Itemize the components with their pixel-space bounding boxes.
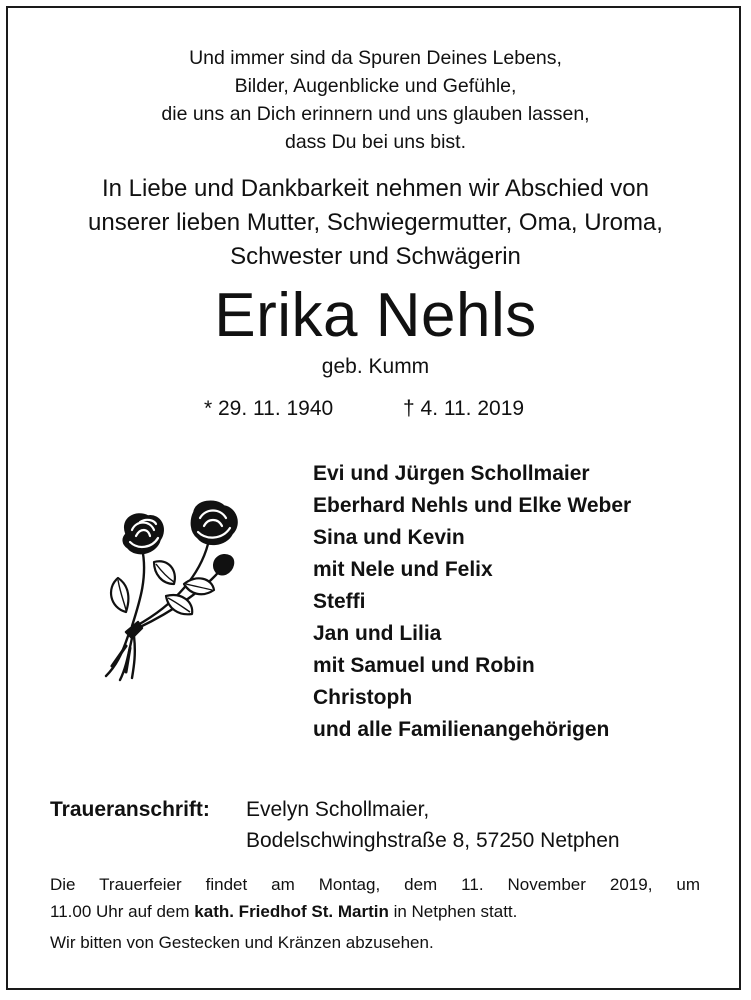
family-line: Jan und Lilia [313,622,442,645]
intro-line: In Liebe und Dankbarkeit nehmen wir Abschied von [101,175,649,202]
cemetery-name: kath. Friedhof St. Martin [194,902,389,921]
family-line: Evi und Jürgen Schollmaier [313,462,590,485]
ceremony-line: Die Trauerfeier findet am Montag, dem 11. November 2019, um [50,875,700,894]
birth-date: * 29. 11. 1940 [204,397,334,420]
family-line: und alle Familienangehörigen [313,718,610,741]
roses-icon [96,496,246,686]
poem-line: Bilder, Augenblicke und Gefühle, [234,75,517,97]
family-line: Christoph [313,686,413,709]
flower-request: Wir bitten von Gestecken und Kränzen abzusehen. [50,933,434,952]
mourning-address [246,794,620,856]
deceased-name: Erika Nehls [214,281,537,350]
ceremony-text: 11.00 Uhr auf dem [50,902,195,921]
family-line: mit Samuel und Robin [313,654,535,677]
ceremony-line [50,898,700,925]
family-line: Eberhard Nehls und Elke Weber [313,494,632,517]
address-line: Bodelschwinghstraße 8, 57250 Netphen [246,829,620,852]
family-line: Sina und Kevin [313,526,465,549]
ceremony-info [50,871,700,925]
poem-line: die uns an Dich erinnern und uns glauben lassen, [161,103,590,125]
death-date: † 4. 11. 2019 [403,397,525,420]
poem-line: dass Du bei uns bist. [284,131,466,153]
maiden-name: geb. Kumm [321,355,430,378]
farewell-intro [0,172,751,274]
intro-line: Schwester und Schwägerin [230,243,521,270]
address-line: Evelyn Schollmaier, [246,798,430,821]
family-line: Steffi [313,590,366,613]
poem-line: Und immer sind da Spuren Deines Lebens, [189,47,562,69]
poem [0,44,751,156]
intro-line: unserer lieben Mutter, Schwiegermutter, Oma, Uroma, [88,209,663,236]
family-line: mit Nele und Felix [313,558,493,581]
family-members [313,458,631,746]
ceremony-text: in Netphen statt. [388,902,518,921]
address-label: Traueranschrift: [50,798,210,821]
